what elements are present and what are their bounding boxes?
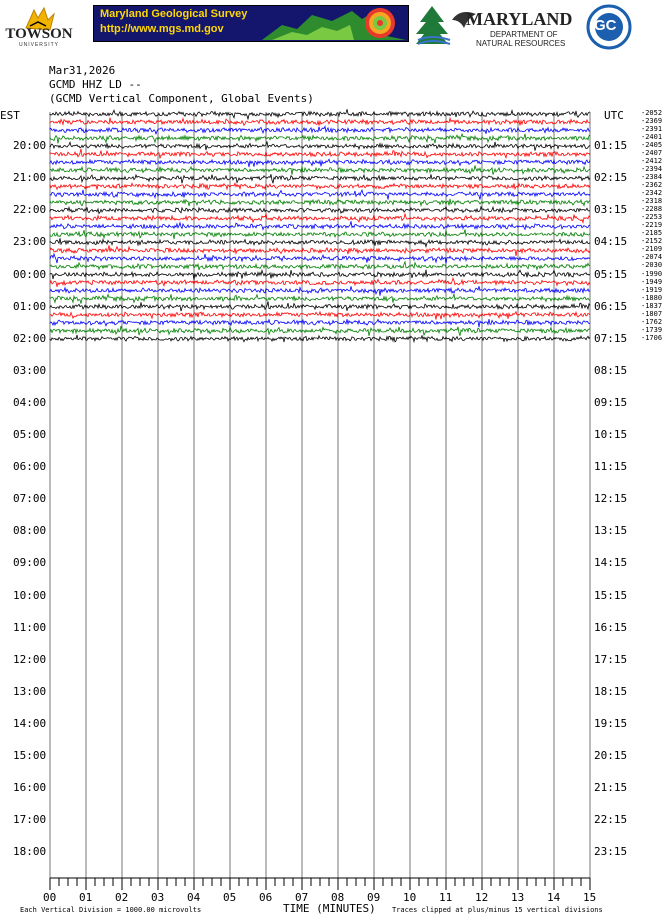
trace-count-label: -2152 [641,237,663,246]
trace-count-label: -1706 [641,333,663,342]
right-hour-label: 22:15 [594,813,628,827]
left-hour-label: 21:00 [13,171,47,185]
trace-count-label: -2253 [641,213,663,222]
right-hour-label: 06:15 [594,299,628,313]
description-label: (GCMD Vertical Component, Global Events) [49,92,314,105]
trace-count-label: -1807 [641,309,663,318]
seismic-trace [50,142,590,151]
seismic-trace [50,159,590,167]
seismic-trace [50,134,590,144]
trace-count-label: -2405 [641,141,663,150]
left-hour-label: 07:00 [13,492,47,506]
seismic-trace [50,262,590,270]
right-hour-label: 17:15 [594,652,628,666]
right-hour-label: 15:15 [594,588,628,602]
x-axis-label: TIME (MINUTES) [283,902,376,915]
trace-count-label: -2384 [641,173,663,182]
trace-count-label: -1762 [641,317,663,326]
left-hour-label: 16:00 [13,781,47,795]
seismic-trace [50,312,590,320]
seismic-trace [50,109,590,119]
seismic-trace [50,319,590,327]
left-hour-label: 17:00 [13,813,47,827]
x-tick-label: 03 [151,891,165,904]
seismic-traces [50,109,590,342]
left-timezone: EST [0,109,20,122]
seismic-trace [50,174,590,183]
trace-count-label: -2074 [641,253,663,262]
trace-count-label: -2288 [641,205,663,214]
right-hour-label: 07:15 [594,331,628,345]
left-hour-label: 04:00 [13,395,47,409]
seismic-trace [50,238,590,246]
trace-count-label: -1880 [641,293,663,302]
seismic-trace [50,166,590,175]
x-tick-label: 06 [259,891,273,904]
seismic-trace [50,294,590,304]
right-hour-label: 04:15 [594,235,628,249]
seismic-trace [50,149,590,159]
x-tick-label: 12 [475,891,489,904]
trace-count-label: -2394 [641,165,663,174]
x-tick-label: 13 [511,891,525,904]
dnr-line3: NATURAL RESOURCES [476,39,566,48]
right-hour-label: 16:15 [594,620,628,634]
right-hour-label: 02:15 [594,171,628,185]
left-hour-label: 12:00 [13,652,47,666]
dnr-title: MARYLAND [466,9,573,29]
seismic-trace [50,221,590,229]
trace-count-label: -2362 [641,181,663,190]
right-hour-label: 14:15 [594,556,628,570]
time-axis [50,878,590,890]
trace-count-label: -1837 [641,301,663,310]
x-tick-label: 02 [115,891,129,904]
x-tick-label: 01 [79,891,93,904]
gc-text: GC [594,17,617,34]
left-hour-label: 09:00 [13,556,47,570]
trace-count-label: -2030 [641,261,663,270]
x-tick-label: 11 [439,891,453,904]
x-tick-label: 14 [547,891,561,904]
trace-count-label: -2318 [641,197,663,206]
footer-scale-note: Each Vertical Division = 1000.00 microvolts [20,906,202,914]
left-hour-label: 14:00 [13,716,47,730]
seismic-trace [50,214,590,223]
seismic-trace [50,270,590,280]
seismic-trace [50,199,590,206]
right-hour-label: 20:15 [594,749,628,762]
trace-count-label: -2391 [641,125,663,134]
seismic-trace [50,286,590,296]
footer-clip-note: Traces clipped at plus/minus 15 vertical divisions [392,906,603,914]
x-tick-label: 10 [403,891,417,904]
x-tick-label: 07 [295,891,309,904]
dnr-line2: DEPARTMENT OF [490,30,558,39]
trace-count-label: -2401 [641,133,663,142]
seismic-trace [50,335,590,342]
seismic-trace [50,326,590,336]
left-hour-label: 15:00 [13,749,47,762]
x-tick-label: 08 [331,891,345,904]
seismic-trace [50,207,590,214]
left-hour-label: 03:00 [13,363,47,377]
seismic-trace [50,278,590,287]
left-hour-label: 18:00 [13,845,47,859]
right-hour-label: 11:15 [594,460,628,474]
x-tick-label: 15 [583,891,597,904]
x-tick-label: 00 [43,891,57,904]
mgs-title: Maryland Geological Survey [100,8,248,20]
left-hour-label: 23:00 [13,235,47,249]
trace-count-label: -2109 [641,245,663,254]
right-hour-label: 03:15 [594,203,628,217]
left-hour-label: 00:00 [13,267,47,281]
x-tick-label: 09 [367,891,381,904]
trace-count-label: -1949 [641,277,663,286]
right-hour-label: 08:15 [594,363,628,377]
right-hour-label: 09:15 [594,395,628,409]
x-tick-label: 05 [223,891,237,904]
towson-name: TOWSON [5,26,73,42]
right-hour-label: 19:15 [594,716,628,730]
left-hour-label: 08:00 [13,524,47,538]
right-hour-label: 21:15 [594,781,628,795]
left-hour-label: 13:00 [13,684,47,698]
date-label: Mar31,2026 [49,64,116,77]
right-hour-label: 13:15 [594,524,628,538]
seismic-trace [50,126,590,133]
left-hour-label: 02:00 [13,331,47,345]
mgs-url[interactable]: http://www.mgs.md.gov [100,23,224,35]
station-label: GCMD HHZ LD -- [49,78,142,91]
seismic-trace [50,254,590,264]
right-hour-label: 05:15 [594,267,628,281]
left-hour-label: 22:00 [13,203,47,217]
right-hour-label: 12:15 [594,492,628,506]
trace-count-label: -2342 [641,189,663,198]
right-timezone: UTC [604,109,624,122]
seismic-trace [50,118,590,126]
trace-count-label: -2052 [641,109,663,117]
seismic-trace [50,301,590,311]
seismic-trace [50,183,590,189]
trace-count-label: -1739 [641,325,663,334]
trace-count-label: -2369 [641,117,663,126]
left-hour-label: 06:00 [13,460,47,474]
left-hour-label: 05:00 [13,428,47,441]
left-hour-label: 11:00 [13,620,47,634]
trace-count-label: -1919 [641,285,663,294]
x-tick-label: 04 [187,891,201,904]
right-hour-label: 10:15 [594,428,628,441]
trace-count-label: -2219 [641,221,663,230]
trace-count-label: -2407 [641,149,663,158]
towson-sub: UNIVERSITY [18,42,59,48]
trace-count-label: -1990 [641,269,663,278]
trace-count-label: -2185 [641,229,663,238]
seismic-trace [50,190,590,200]
trace-count-label: -2412 [641,157,663,166]
left-hour-label: 20:00 [13,139,47,153]
right-hour-label: 23:15 [594,845,628,859]
seismic-trace [50,230,590,240]
left-hour-label: 10:00 [13,588,47,602]
seismic-trace [50,245,590,256]
right-hour-label: 18:15 [594,684,628,698]
right-hour-label: 01:15 [594,139,628,153]
left-hour-label: 01:00 [13,299,47,313]
